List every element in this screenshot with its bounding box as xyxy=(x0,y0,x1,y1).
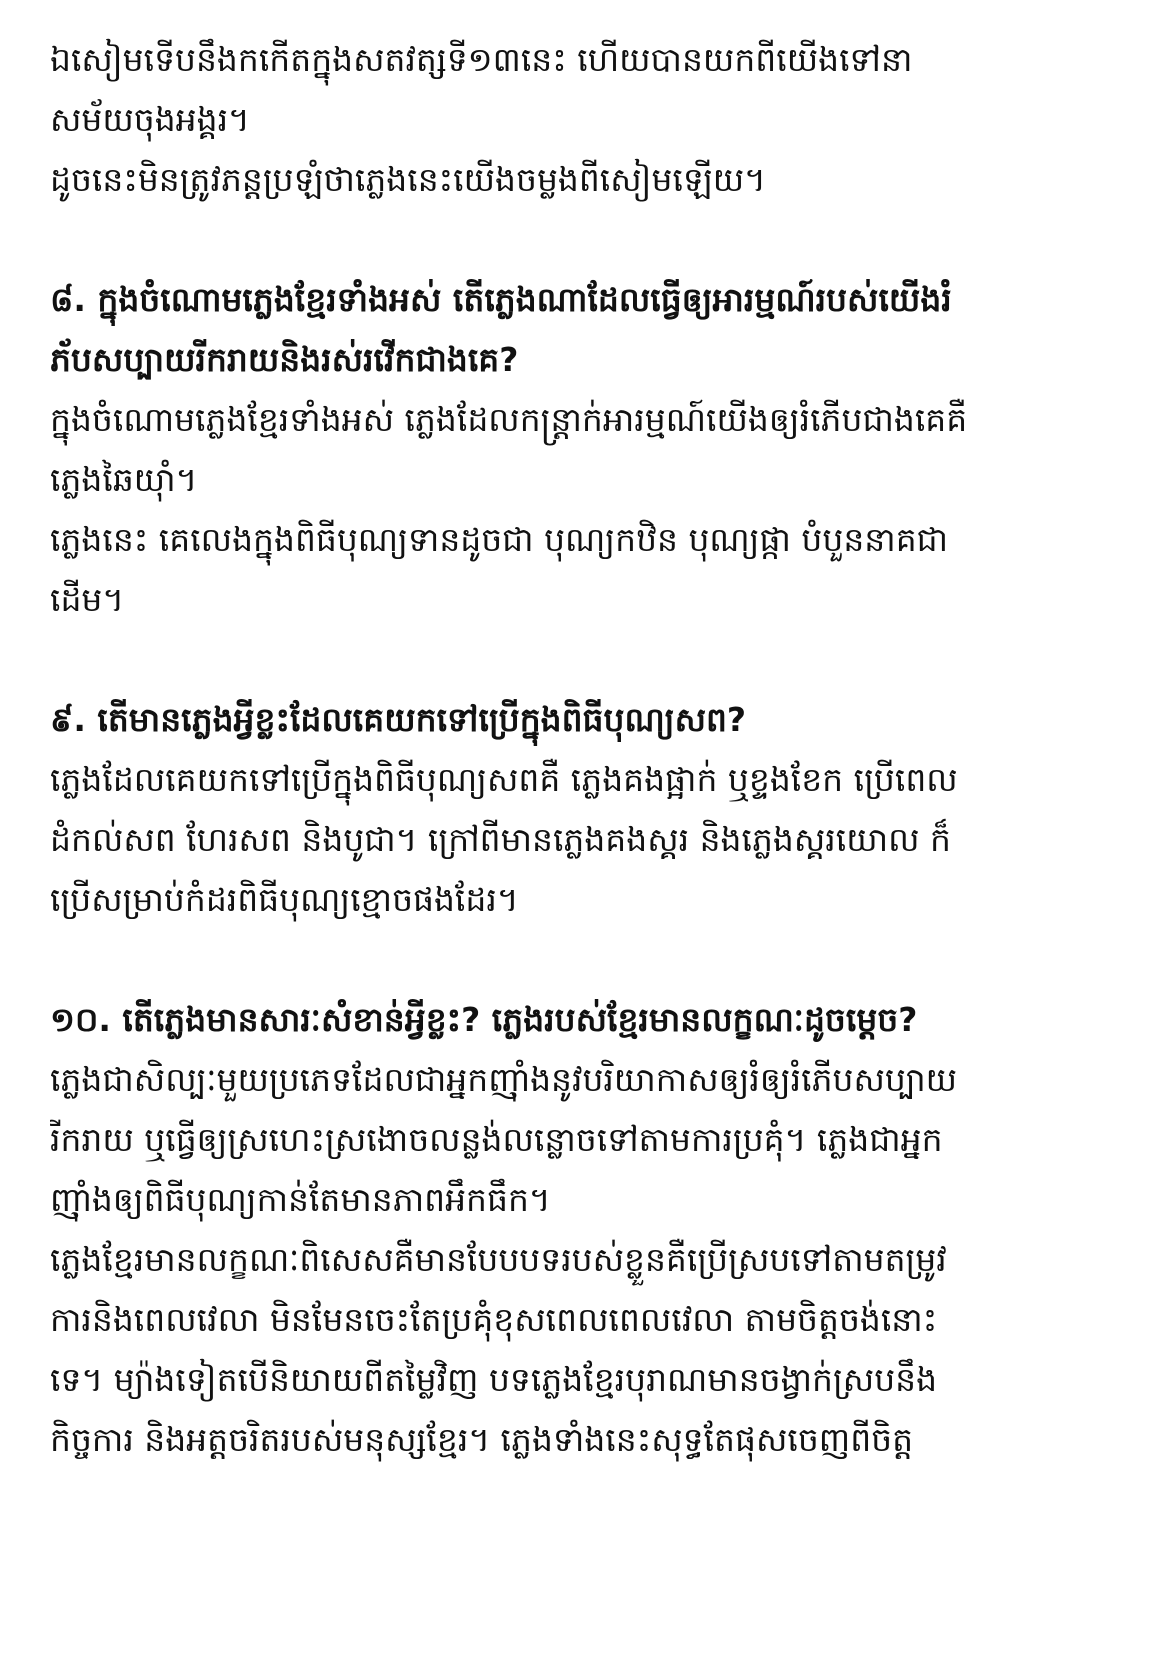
text-line: ក្នុងចំណោមភ្លេងខ្មែរទាំងអស់ ភ្លេងដែលកន្ត្រាក់អារម្មណ៍យើងឲ្យរំភើបជាងគេគឺ xyxy=(50,400,968,439)
text-line: កិច្ចការ និងអត្តចរិតរបស់មនុស្សខ្មែរ។ ភ្លេងទាំងនេះសុទ្ធតែផុសចេញពីចិត្ត xyxy=(50,1420,914,1459)
heading-line: ភ័បសប្បាយរីករាយនិងរស់រវើកជាងគេ? xyxy=(50,340,519,379)
text-line: ដូចនេះមិនត្រូវភន្តប្រឡំថាភ្លេងនេះយើងចម្លងពីសៀមឡើយ។ xyxy=(50,160,766,199)
heading-line: ៩. តើមានភ្លេងអ្វីខ្លះដែលគេយកទៅប្រើក្នុងពិធីបុណ្យសព? xyxy=(50,700,747,739)
text-line: ញ៉ាំងឲ្យពិធីបុណ្យកាន់តែមានភាពអឹកធឹក។ xyxy=(50,1180,551,1219)
text-line: ភ្លេងឆៃយ៉ាំ។ xyxy=(50,460,198,499)
answer-paragraph xyxy=(50,1050,1116,1230)
text-line: ការនិងពេលវេលា មិនមែនចេះតែប្រគុំខុសពេលពេលវេលា តាមចិត្តចង់នោះ xyxy=(50,1300,938,1339)
answer-paragraph xyxy=(50,1230,1116,1470)
text-line: ភ្លេងជាសិល្បៈមួយប្រភេទដែលជាអ្នកញ៉ាំងនូវបរិយាកាសឲ្យរំឲ្យរំភើបសប្បាយ xyxy=(50,1060,958,1099)
intro-paragraph xyxy=(50,30,1116,150)
question-9-section xyxy=(50,690,1116,930)
section-spacer xyxy=(50,210,1116,270)
text-line: រីករាយ ឬធ្វើឲ្យស្រហេះស្រងោចលន្លង់លន្លោចទៅតាមការប្រគុំ។ ភ្លេងជាអ្នក xyxy=(50,1120,943,1159)
question-heading xyxy=(50,990,1116,1050)
answer-paragraph xyxy=(50,750,1116,930)
intro-section xyxy=(50,30,1116,210)
text-line: ដំកល់សព ហែរសព និងបូជា។ ក្រៅពីមានភ្លេងគងស្គរ និងភ្លេងស្គរយោល ក៏ xyxy=(50,820,951,859)
text-line: ដើម។ xyxy=(50,580,125,619)
section-spacer xyxy=(50,930,1116,990)
section-spacer xyxy=(50,630,1116,690)
text-line: ភ្លេងដែលគេយកទៅប្រើក្នុងពិធីបុណ្យសពគឺ ភ្លេងគងផ្អាក់ ឬខ្ទងខែក ប្រើពេល xyxy=(50,760,958,799)
text-line: ភ្លេងនេះ គេលេងក្នុងពិធីបុណ្យទានដូចជា បុណ្យកឋិន បុណ្យផ្កា បំបួននាគជា xyxy=(50,520,949,559)
question-heading xyxy=(50,690,1116,750)
text-line: សម័យចុងអង្គរ។ xyxy=(50,100,250,139)
heading-line: ៨. ក្នុងចំណោមភ្លេងខ្មែរទាំងអស់ តើភ្លេងណាដែលធ្វើឲ្យអារម្មណ៍របស់យើងរំ xyxy=(50,280,952,319)
answer-paragraph xyxy=(50,390,1116,510)
answer-paragraph xyxy=(50,510,1116,630)
question-heading xyxy=(50,270,1116,390)
text-line: ទេ។ ម្យ៉ាងទៀតបើនិយាយពីតម្លៃវិញ បទភ្លេងខ្មែរបុរាណមានចង្វាក់ស្របនឹង xyxy=(50,1360,938,1399)
question-8-section xyxy=(50,270,1116,630)
text-line: ប្រើសម្រាប់កំដរពិធីបុណ្យខ្មោចផងដែរ។ xyxy=(50,880,519,919)
heading-line: ១០. តើភ្លេងមានសារៈសំខាន់អ្វីខ្លះ? ភ្លេងរបស់ខ្មែរមានលក្ខណៈដូចម្ដេច? xyxy=(50,1000,918,1039)
text-line: ភ្លេងខ្មែរមានលក្ខណៈពិសេសគឺមានបែបបទរបស់ខ្លួនគឺប្រើស្របទៅតាមតម្រូវ xyxy=(50,1240,947,1279)
question-10-section xyxy=(50,990,1116,1470)
text-line: ឯសៀមទើបនឹងកកើតក្នុងសតវត្សទី១៣នេះ ហើយបានយកពីយើងទៅនា xyxy=(50,40,913,79)
intro-paragraph xyxy=(50,150,1116,210)
